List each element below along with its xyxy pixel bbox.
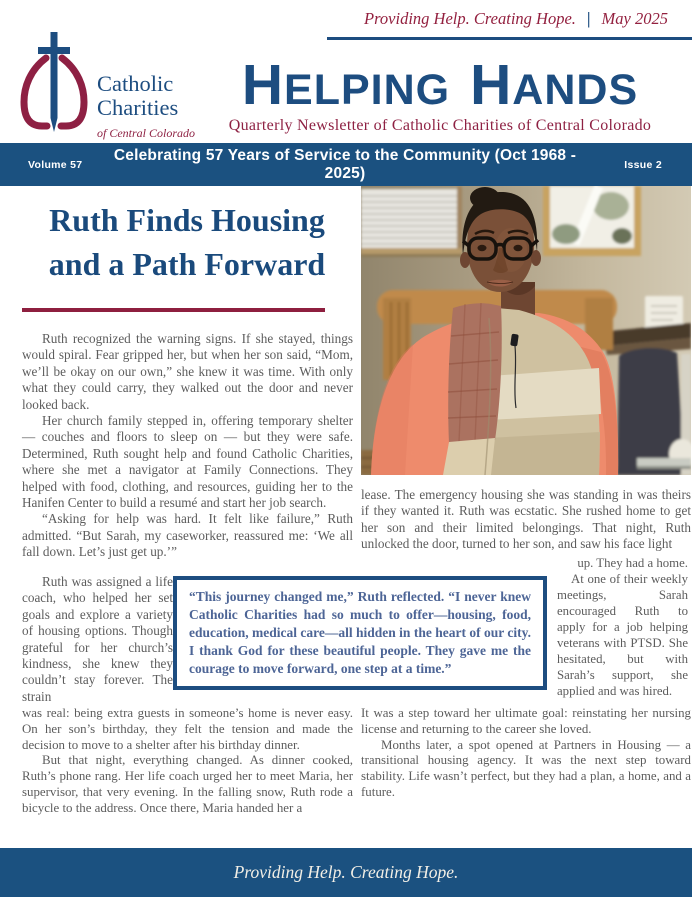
logo-line2: Charities — [97, 94, 179, 120]
article-title-line2: and a Path Forward — [48, 246, 326, 282]
paragraph: Ruth was assigned a life coach, who helped her set goals and explore a variety of housing options. Though grateful for her church’s kindness, she knew they couldn’t stay forever. The strain — [22, 574, 173, 704]
paragraph: lease. The emergency housing she was standing in was theirs if they wanted it. Ruth was ecstatic. She rushed home to get her son and their limited belongings. That night, Ruth unlocked the door, turned to her son, and saw his face light — [361, 487, 691, 552]
article-column-right-bottom — [361, 706, 691, 801]
article-column-right-narrow — [557, 555, 688, 699]
title-word2-cap: H — [470, 53, 513, 117]
article-column-right-top — [361, 487, 691, 553]
paragraph: Her church family stepped in, offering temporary shelter — couches and floors to sleep on — but they were safe. Determined, Ruth sought help and found Catholic Charities, where she met a navigator at Family Connections. They helped with food, clothing, and resources, guiding her to the Hanifen Center to build a resumé and start her job search. — [22, 413, 353, 511]
footer-banner — [0, 848, 692, 897]
paragraph: Months later, a spot opened at Partners in Housing — a transitional housing agency. It was the next step toward stability. Life wasn’t perfect, but they had a plan, a home, and a future. — [361, 737, 691, 799]
anniversary-banner — [0, 143, 692, 186]
paragraph: Ruth recognized the warning signs. If she stayed, things would spiral. Fear gripped her, but when her son said, “Mom, we’ll be okay on our own,” she knew it was time. With only what they could carry, they walked out the door and never looked back. — [22, 331, 353, 412]
article-photo — [361, 186, 691, 475]
masthead-tagline-row — [364, 9, 668, 29]
ruth-interview-photo — [361, 186, 691, 475]
pull-quote-box — [173, 576, 547, 690]
paragraph: “Asking for help was hard. It felt like failure,” Ruth admitted. “But Sarah, my caseworker, reassured me: ‘We all fall down. Let’s just get up.’” — [22, 511, 353, 560]
newsletter-subtitle: Quarterly Newsletter of Catholic Charities of Central Colorado — [228, 117, 652, 134]
paragraph: It was a step toward her ultimate goal: reinstating her nursing license and returning to the career she loved. — [361, 706, 691, 736]
article-title — [20, 198, 354, 286]
title-word1-rest: ELPING — [284, 66, 451, 114]
article-column-left-top — [22, 331, 353, 561]
catholic-charities-logo — [16, 32, 92, 143]
article-column-left-bottom — [22, 706, 353, 817]
banner-volume: Volume 57 — [28, 158, 83, 171]
title-word1-cap: H — [241, 53, 285, 117]
title-word2-rest: ANDS — [512, 66, 639, 114]
tagline-separator: | — [586, 9, 591, 28]
paragraph: At one of their weekly meetings, Sarah encouraged Ruth to apply for a job helping veterans with PTSD. She hesitated, but with Sarah’s support, she applied and was hired. — [557, 572, 688, 698]
pull-quote-text: “This journey changed me,” Ruth reflected. “I never knew Catholic Charities had so much to offer—housing, food, education, medical care—all hidden in the heart of our city. I thank God for these beautiful people. They gave me the courage to move forward, one step at a time.” — [189, 589, 531, 676]
cross-chalice-icon — [16, 32, 92, 138]
footer-tagline: Providing Help. Creating Hope. — [233, 862, 459, 882]
masthead-tagline: Providing Help. Creating Hope. — [364, 9, 576, 28]
paragraph: was real: being extra guests in someone’s home is never easy. On her son’s birthday, they felt the tension and made the decision to move to a shelter after his birthday dinner. — [22, 706, 353, 752]
logo-subline: of Central Colorado — [97, 126, 196, 140]
article-column-left-narrow — [22, 574, 173, 705]
masthead-date: May 2025 — [601, 9, 668, 28]
paragraph: But that night, everything changed. As dinner cooked, Ruth’s phone rang. Her life coach urged her to meet Maria, her supervisor, that very evening. In the falling snow, Ruth rode a bicycle to the address. Once there, Maria handed her a — [22, 753, 353, 815]
window-blinds — [361, 186, 462, 257]
logo-text — [97, 72, 195, 146]
article-title-line1: Ruth Finds Housing — [49, 202, 325, 238]
paragraph: up. They had a home. — [577, 556, 688, 570]
article-title-rule — [22, 308, 325, 312]
banner-headline: Celebrating 57 Years of Service to the Community (Oct 1968 - 2025) — [113, 146, 577, 182]
masthead-rule — [327, 37, 692, 40]
logo-line1: Catholic — [97, 71, 174, 96]
banner-issue: Issue 2 — [624, 158, 662, 171]
framed-picture — [543, 186, 641, 256]
